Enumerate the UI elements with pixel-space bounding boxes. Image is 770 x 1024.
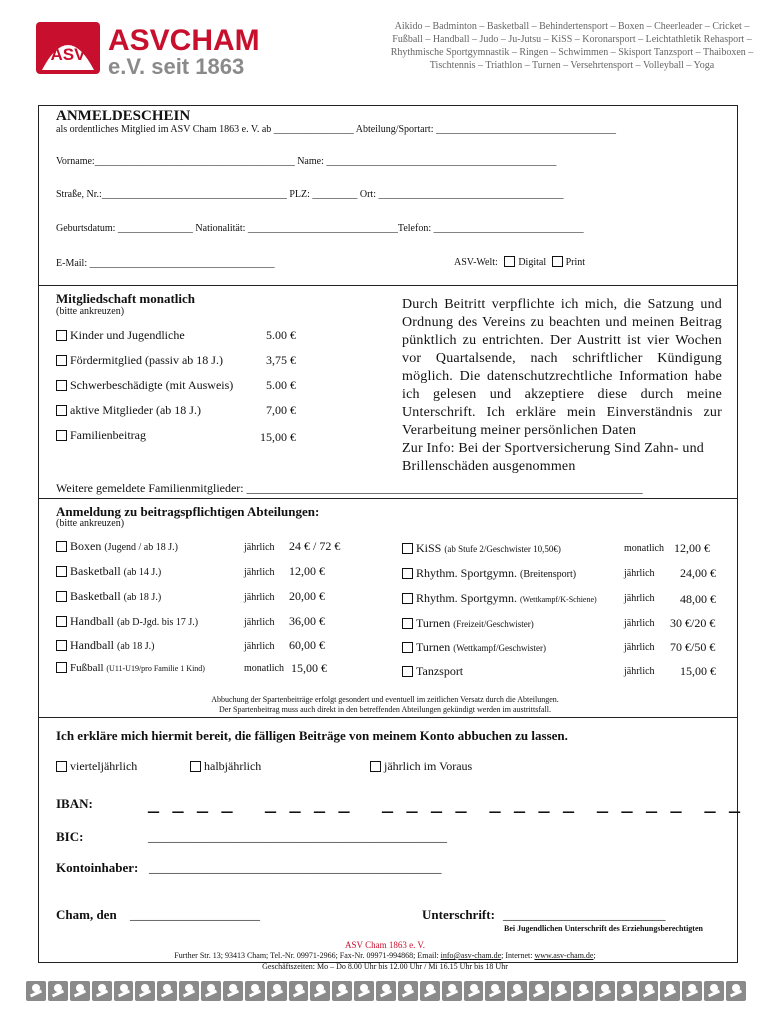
department-row[interactable] [56, 638, 401, 662]
footer-website-link[interactable]: www.asv-cham.de [534, 951, 594, 960]
checkbox[interactable] [56, 566, 67, 577]
option-label: vierteljährlich [70, 759, 138, 773]
departments-left-column [56, 539, 401, 686]
sports-list: Aikido – Badminton – Basketball – Behindertensport – Boxen – Cheerleader – Cricket – Fußball – Handball – Judo – Ju-Jutsu – KiSS – Koronarsport – Leichtathletik Rehasport – Rhythmische Sportgymnastik – Ringen – Schwimmen – Skisport Tanzsport – Thaiboxen – Tischtennis – Triathlon – Turnen – Versehrtensport – Volleyball – Yoga [390, 21, 754, 71]
department-row[interactable] [56, 662, 401, 686]
price-active: 7,00 € [266, 403, 296, 417]
department-name: Handball [70, 638, 114, 652]
department-detail: (ab 18 J.) [123, 592, 162, 603]
membership-option-supporting[interactable] [56, 353, 223, 368]
department-period: jährlich [624, 666, 655, 677]
price-disabled: 5.00 € [266, 378, 296, 392]
department-period: jährlich [244, 542, 275, 553]
footer-internet-label: ; Internet: [501, 951, 533, 960]
sport-pictogram-icon [245, 981, 265, 1001]
department-period: jährlich [624, 593, 655, 604]
sport-pictogram-icon [48, 981, 68, 1001]
digital-checkbox[interactable] [504, 256, 515, 267]
checkbox[interactable] [56, 330, 67, 341]
department-detail: (U11-U19/pro Familie 1 Kind) [106, 664, 205, 673]
option-label: jährlich im Voraus [384, 759, 473, 773]
footer-office-hours: Geschäftszeiten: Mo – Do 8.00 Uhr bis 12.00 Uhr / Mi 16.15 Uhr bis 18 Uhr [262, 962, 508, 971]
checkbox[interactable] [56, 541, 67, 552]
department-detail: (Freizeit/Geschwister) [453, 619, 534, 629]
department-name: KiSS [416, 541, 442, 555]
sport-pictogram-icon [223, 981, 243, 1001]
checkbox[interactable] [402, 568, 413, 579]
department-billing-note [60, 695, 710, 715]
bic-field[interactable]: ______________________________________________ [148, 829, 447, 844]
department-name: Turnen [416, 640, 451, 654]
department-period: jährlich [624, 568, 655, 579]
department-price: 48,00 € [680, 592, 716, 606]
divider-departments [38, 717, 738, 718]
sport-pictogram-icon [376, 981, 396, 1001]
membership-option-disabled[interactable] [56, 378, 233, 393]
department-row[interactable] [402, 640, 724, 664]
place-date-label: Cham, den [56, 907, 117, 922]
signature-label: Unterschrift: [422, 907, 495, 922]
insurance-note: Zur Info: Bei der Sportversicherung Sind Zahn- und Brillenschäden ausgenommen [402, 441, 704, 474]
birth-nationality-phone-field[interactable]: Geburtsdatum: _______________ Nationalität: ______________________________Telefon: ______________________________ [56, 223, 584, 234]
asv-cham-logo [36, 18, 298, 78]
debit-option-quarterly[interactable] [56, 759, 137, 774]
member-since-field[interactable]: als ordentliches Mitglied im ASV Cham 1863 e. V. ab ________________ Abteilung/Sportart: ____________________________________ [56, 124, 616, 135]
checkbox[interactable] [56, 616, 67, 627]
bic-label: BIC: [56, 829, 84, 844]
department-name: Fußball [70, 662, 104, 674]
sport-pictogram-icon [639, 981, 659, 1001]
asv-welt-group [454, 257, 585, 268]
sport-pictogram-icon [26, 981, 46, 1001]
sport-pictogram-strip [26, 981, 746, 1003]
department-row[interactable] [56, 564, 401, 589]
departments-hint: (bitte ankreuzen) [56, 518, 125, 529]
checkbox[interactable] [402, 666, 413, 677]
sport-pictogram-icon [135, 981, 155, 1001]
department-detail: (Wettkampf/Geschwister) [453, 643, 546, 653]
notice-text: Durch Beitritt verpflichte ich mich, die Satzung und Ordnung des Vereins zu beachten und meinen Beitrag pünktlich zu entrichten. Der Austritt ist vier Wochen vor Quartalsende, nach schriftlicher Kündigung möglich. Die datenschutzrechtliche Information habe ich gelesen und akzeptiere diese durch meine Unterschrift. Ich erkläre mein Einverständnis zur Verarbeitung meiner persönlichen Daten [402, 297, 722, 438]
account-holder-label: Kontoinhaber: [56, 860, 139, 875]
department-row[interactable] [402, 541, 724, 566]
department-price: 24,00 € [680, 566, 716, 580]
debit-option-halfyearly[interactable] [190, 759, 261, 774]
sport-pictogram-icon [114, 981, 134, 1001]
department-period: jährlich [624, 618, 655, 629]
sport-pictogram-icon [507, 981, 527, 1001]
sport-pictogram-icon [267, 981, 287, 1001]
department-price: 70 €/50 € [670, 640, 716, 654]
department-price: 24 € / 72 € [289, 539, 341, 553]
iban-label: IBAN: [56, 796, 93, 811]
signature-field[interactable]: _________________________ [503, 907, 666, 922]
family-members-field[interactable]: Weitere gemeldete Familienmitglieder: __________________________________________________________________ [56, 481, 643, 495]
department-row[interactable] [402, 566, 724, 591]
membership-option-children[interactable] [56, 328, 185, 343]
guardian-signature-note: Bei Jugendlichen Unterschrift des Erziehungsberechtigten [504, 924, 703, 933]
department-detail: (Jugend / ab 18 J.) [104, 542, 178, 553]
department-name: Basketball [70, 589, 121, 603]
digital-label: Digital [518, 257, 547, 268]
sport-pictogram-icon [354, 981, 374, 1001]
iban-field[interactable]: _ _ _ _ _ _ _ _ _ _ _ _ _ _ _ _ _ _ _ _ _ _ [148, 790, 744, 815]
department-name: Turnen [416, 616, 451, 630]
sport-pictogram-icon [660, 981, 680, 1001]
membership-notice [402, 296, 722, 476]
option-label: halbjährlich [204, 759, 262, 773]
print-checkbox[interactable] [552, 256, 563, 267]
department-period: jährlich [624, 642, 655, 653]
checkbox[interactable] [56, 355, 67, 366]
option-label: Familienbeitrag [70, 428, 146, 442]
department-price: 60,00 € [289, 638, 325, 652]
department-price: 30 €/20 € [670, 616, 716, 630]
department-detail: (ab 14 J.) [123, 567, 162, 578]
option-label: Fördermitglied (passiv ab 18 J.) [70, 353, 223, 367]
sport-pictogram-icon [92, 981, 112, 1001]
sport-pictogram-icon [398, 981, 418, 1001]
billing-note-line: Abbuchung der Spartenbeiträge erfolgt gesondert und eventuell im zeitlichen Versatz durch die Abteilungen. [211, 695, 559, 704]
checkbox[interactable] [190, 761, 201, 772]
address-field[interactable]: Straße, Nr.:_____________________________________ PLZ: _________ Ort: _____________________________________ [56, 189, 564, 200]
checkbox[interactable] [56, 430, 67, 441]
option-label: Kinder und Jugendliche [70, 328, 185, 342]
sport-pictogram-icon [157, 981, 177, 1001]
checkbox[interactable] [56, 640, 67, 651]
sport-pictogram-icon [682, 981, 702, 1001]
membership-option-active[interactable] [56, 403, 201, 418]
price-supporting: 3,75 € [266, 353, 296, 367]
sport-pictogram-icon [310, 981, 330, 1001]
department-row[interactable] [56, 539, 401, 564]
sport-pictogram-icon [289, 981, 309, 1001]
footer-contact: Further Str. 13; 93413 Cham; Tel.-Nr. 09971-2966; Fax-Nr. 09971-994868; Email: info@asv-cham.de; Internet: www.asv-cham.de; [174, 951, 596, 960]
department-price: 36,00 € [289, 614, 325, 628]
sport-pictogram-icon [485, 981, 505, 1001]
department-period: jährlich [244, 567, 275, 578]
department-name: Boxen [70, 539, 102, 553]
sport-pictogram-icon [529, 981, 549, 1001]
sport-pictogram-icon [332, 981, 352, 1001]
department-period: jährlich [244, 592, 275, 603]
sport-pictogram-icon [70, 981, 90, 1001]
logo-emblem-text: ASV [50, 45, 86, 64]
debit-option-yearly[interactable] [370, 759, 472, 774]
checkbox[interactable] [402, 642, 413, 653]
sport-pictogram-icon [442, 981, 462, 1001]
account-holder-field[interactable]: _____________________________________________ [149, 860, 442, 875]
sport-pictogram-icon [551, 981, 571, 1001]
footer-email-link[interactable]: info@asv-cham.de [440, 951, 502, 960]
departments-right-column [402, 541, 724, 688]
department-name: Tanzsport [416, 664, 464, 678]
department-detail: (ab Stufe 2/Geschwister 10,50€) [444, 544, 561, 554]
sport-pictogram-icon [726, 981, 746, 1001]
logo-brand-text: ASVCHAM [108, 24, 260, 57]
department-period: monatlich [244, 663, 284, 674]
department-price: 12,00 € [674, 541, 710, 555]
checkbox[interactable] [56, 662, 67, 673]
footer-address: Further Str. 13; 93413 Cham; Tel.-Nr. 09971-2966; Fax-Nr. 09971-994868; Email: [174, 951, 439, 960]
place-date-field[interactable]: ____________________ [130, 907, 260, 922]
department-row[interactable] [56, 589, 401, 614]
department-period: monatlich [624, 543, 664, 554]
divider-anmeldeschein [38, 285, 738, 286]
department-price: 20,00 € [289, 589, 325, 603]
checkbox[interactable] [56, 761, 67, 772]
membership-hint: (bitte ankreuzen) [56, 306, 125, 317]
checkbox[interactable] [402, 543, 413, 554]
department-name: Basketball [70, 564, 121, 578]
checkbox[interactable] [370, 761, 381, 772]
department-row[interactable] [402, 591, 724, 616]
footer-org-name: ASV Cham 1863 e. V. [344, 940, 425, 950]
sport-pictogram-icon [617, 981, 637, 1001]
membership-title: Mitgliedschaft monatlich [56, 291, 196, 306]
department-detail: (Wettkampf/K-Schiene) [520, 595, 597, 604]
sport-pictogram-icon [464, 981, 484, 1001]
name-field[interactable]: Vorname:________________________________________ Name: ______________________________________________ [56, 156, 557, 167]
departments-title: Anmeldung zu beitragspflichtigen Abteilungen: [56, 504, 320, 519]
sport-pictogram-icon [179, 981, 199, 1001]
price-family: 15,00 € [260, 430, 296, 444]
option-label: aktive Mitglieder (ab 18 J.) [70, 403, 201, 417]
checkbox[interactable] [402, 593, 413, 604]
department-name: Rhythm. Sportgymn. [416, 566, 518, 580]
department-detail: (Breitensport) [520, 569, 577, 580]
cancellation-note-line: Der Spartenbeitrag muss auch direkt in den betreffenden Abteilungen gekündigt werden im austrittsfall. [219, 705, 551, 714]
checkbox[interactable] [402, 618, 413, 629]
anmeldeschein-title: ANMELDESCHEIN [56, 108, 191, 124]
divider-membership [38, 498, 738, 499]
department-row[interactable] [56, 614, 401, 638]
checkbox[interactable] [56, 591, 67, 602]
department-detail: (ab D-Jgd. bis 17 J.) [117, 617, 199, 628]
sport-pictogram-icon [201, 981, 221, 1001]
department-price: 12,00 € [289, 564, 325, 578]
membership-option-family[interactable] [56, 428, 146, 443]
option-label: Schwerbeschädigte (mit Ausweis) [70, 378, 234, 392]
price-children: 5.00 € [266, 328, 296, 342]
department-price: 15,00 € [680, 664, 716, 678]
sport-pictogram-icon [595, 981, 615, 1001]
checkbox[interactable] [56, 380, 67, 391]
logo-since-text: e.V. seit 1863 [108, 54, 245, 78]
department-name: Handball [70, 614, 114, 628]
sport-pictogram-icon [420, 981, 440, 1001]
department-price: 15,00 € [291, 661, 327, 675]
sport-pictogram-icon [573, 981, 593, 1001]
department-row[interactable] [402, 616, 724, 640]
print-label: Print [565, 257, 586, 268]
department-name: Rhythm. Sportgymn. [416, 591, 518, 605]
department-period: jährlich [244, 641, 275, 652]
department-row[interactable] [402, 664, 724, 688]
debit-title: Ich erkläre mich hiermit bereit, die fälligen Beiträge von meinem Konto abbuchen zu lassen. [56, 728, 568, 743]
email-field[interactable]: E-Mail: _____________________________________ [56, 258, 275, 269]
department-detail: (ab 18 J.) [117, 641, 155, 652]
asv-welt-label: ASV-Welt: [454, 257, 498, 268]
checkbox[interactable] [56, 405, 67, 416]
sport-pictogram-icon [704, 981, 724, 1001]
department-period: jährlich [244, 617, 275, 628]
